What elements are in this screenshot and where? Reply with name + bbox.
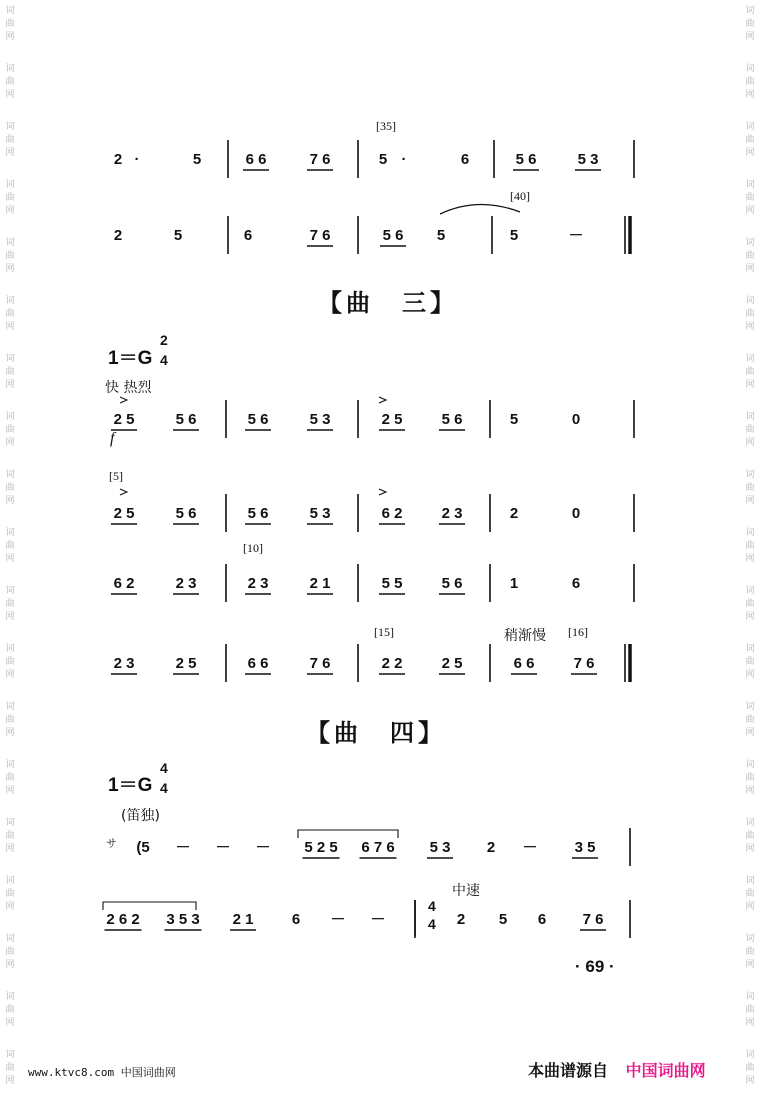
watermark-glyph: 词 bbox=[745, 1050, 755, 1060]
watermark-glyph: 曲 bbox=[745, 831, 755, 841]
note-group: 2 5 bbox=[441, 655, 463, 672]
watermark-glyph: 词 bbox=[745, 934, 755, 944]
watermark-glyph: 曲 bbox=[745, 599, 755, 609]
measure-number: [5] bbox=[109, 469, 123, 483]
watermark-glyph: 网 bbox=[745, 264, 755, 274]
note-group: 3 5 bbox=[574, 839, 596, 856]
note-group: 5 6 bbox=[175, 411, 197, 428]
note-group: 0 bbox=[571, 505, 581, 522]
phrase-bracket bbox=[298, 830, 398, 838]
watermark-glyph: 曲 bbox=[745, 425, 755, 435]
page-number: · 69 · bbox=[575, 957, 615, 976]
note-group: 2 3 bbox=[175, 575, 197, 592]
watermark-glyph: 词 bbox=[5, 934, 15, 944]
watermark-glyph: 词 bbox=[5, 64, 15, 74]
note-group: 5 5 bbox=[381, 575, 403, 592]
watermark-glyph: 网 bbox=[5, 670, 15, 680]
section-three-tempo-change: 稍渐慢 bbox=[504, 628, 546, 644]
note-group: (5 bbox=[136, 839, 150, 856]
watermark-glyph: 词 bbox=[5, 818, 15, 828]
watermark-glyph: 曲 bbox=[5, 193, 15, 203]
watermark-glyph: 词 bbox=[745, 876, 755, 886]
watermark-glyph: 网 bbox=[5, 960, 15, 970]
watermark-glyph: 曲 bbox=[5, 425, 15, 435]
section-three-time-top: 2 bbox=[160, 332, 168, 348]
watermark-glyph: 网 bbox=[5, 322, 15, 332]
footer-source bbox=[528, 1058, 706, 1081]
note-group: 5 bbox=[378, 151, 388, 168]
watermark-glyph: 网 bbox=[745, 380, 755, 390]
note-group: － bbox=[330, 911, 346, 928]
watermark-glyph: 词 bbox=[745, 122, 755, 132]
note-group: 5 6 bbox=[441, 575, 463, 592]
accent-mark bbox=[120, 489, 127, 495]
note-group: 7 6 bbox=[573, 655, 595, 672]
accent-mark bbox=[379, 397, 386, 403]
watermark-glyph: 曲 bbox=[5, 367, 15, 377]
watermark-glyph: 网 bbox=[5, 264, 15, 274]
note-group: 5 bbox=[173, 227, 183, 244]
accent-mark bbox=[379, 489, 386, 495]
watermark-glyph: 曲 bbox=[5, 1063, 15, 1073]
measure-number: [10] bbox=[243, 541, 263, 555]
watermark-glyph: 网 bbox=[5, 902, 15, 912]
note-group: 7 6 bbox=[309, 151, 331, 168]
watermark-glyph: 词 bbox=[5, 122, 15, 132]
watermark-glyph: 网 bbox=[745, 148, 755, 158]
watermark-glyph: 曲 bbox=[745, 367, 755, 377]
watermark-glyph: 曲 bbox=[5, 657, 15, 667]
note-group: 2 5 bbox=[113, 411, 135, 428]
watermark-glyph: 词 bbox=[5, 354, 15, 364]
note-group: 2 3 bbox=[247, 575, 269, 592]
note-group: 2 5 bbox=[175, 655, 197, 672]
note-group: 2 3 bbox=[441, 505, 463, 522]
watermark-glyph: 网 bbox=[745, 496, 755, 506]
note-group: 5 3 bbox=[577, 151, 599, 168]
watermark-glyph: 网 bbox=[5, 496, 15, 506]
note-group: 5 6 bbox=[175, 505, 197, 522]
accent-mark bbox=[120, 397, 127, 403]
note-group: 5 3 bbox=[309, 411, 331, 428]
note-group: － bbox=[568, 227, 584, 244]
phrase-bracket bbox=[103, 902, 196, 910]
watermark-glyph: 曲 bbox=[745, 19, 755, 29]
watermark-glyph: 网 bbox=[745, 902, 755, 912]
note-group: 5 bbox=[436, 227, 446, 244]
watermark-glyph: 网 bbox=[5, 612, 15, 622]
note-group: 5 bbox=[498, 911, 508, 928]
watermark-glyph: 词 bbox=[745, 296, 755, 306]
note-group: 5 3 bbox=[309, 505, 331, 522]
watermark-glyph: 词 bbox=[5, 296, 15, 306]
watermark-glyph: 词 bbox=[745, 586, 755, 596]
watermark-glyph: 网 bbox=[5, 554, 15, 564]
section-four-time-change-bottom: 4 bbox=[428, 916, 436, 932]
watermark-glyph: 曲 bbox=[5, 77, 15, 87]
watermark-glyph: 网 bbox=[745, 728, 755, 738]
watermark-glyph: 曲 bbox=[745, 193, 755, 203]
section-four-rubato: サ bbox=[106, 837, 117, 850]
watermark-glyph: 曲 bbox=[745, 889, 755, 899]
note-group: 2 bbox=[456, 911, 466, 928]
note-group: 6 6 bbox=[245, 151, 267, 168]
note-group: 2 1 bbox=[309, 575, 331, 592]
watermark-glyph: 曲 bbox=[5, 541, 15, 551]
watermark-glyph: 网 bbox=[745, 612, 755, 622]
watermark-glyph: 网 bbox=[5, 1018, 15, 1028]
watermark-glyph: 网 bbox=[745, 322, 755, 332]
watermark-glyph: 网 bbox=[5, 1076, 15, 1086]
watermark-glyph: 曲 bbox=[5, 19, 15, 29]
watermark-glyph: 曲 bbox=[745, 77, 755, 87]
note-group: 2 5 bbox=[381, 411, 403, 428]
note-group: 2 bbox=[113, 151, 123, 168]
section-four-key: 1＝G bbox=[108, 775, 153, 796]
watermark-glyph: 词 bbox=[745, 818, 755, 828]
watermark-glyph: 曲 bbox=[5, 831, 15, 841]
slur bbox=[440, 204, 520, 214]
watermark-glyph: 词 bbox=[745, 760, 755, 770]
note-group: 5 bbox=[509, 227, 519, 244]
watermark-glyph: 曲 bbox=[5, 1005, 15, 1015]
watermark-glyph: 词 bbox=[5, 180, 15, 190]
section-three-tempo: 快 热烈 bbox=[105, 380, 152, 396]
watermark-glyph: 网 bbox=[745, 844, 755, 854]
section-four-instrument: (笛独) bbox=[121, 808, 160, 824]
watermark-glyph: 网 bbox=[5, 438, 15, 448]
watermark-glyph: 网 bbox=[745, 786, 755, 796]
watermark-glyph: 网 bbox=[5, 786, 15, 796]
watermark-glyph: 曲 bbox=[745, 1005, 755, 1015]
watermark-glyph: 词 bbox=[745, 470, 755, 480]
watermark-glyph: 网 bbox=[5, 148, 15, 158]
watermark-glyph: 曲 bbox=[5, 135, 15, 145]
watermark-glyph: 曲 bbox=[5, 715, 15, 725]
note-group: 3 5 3 bbox=[166, 911, 200, 928]
watermark-glyph: 曲 bbox=[5, 599, 15, 609]
footer-brand-link[interactable]: 中国词曲网 bbox=[625, 1061, 706, 1080]
section-three-time-bottom: 4 bbox=[160, 352, 168, 368]
watermark-glyph: 曲 bbox=[745, 483, 755, 493]
watermark-glyph: 曲 bbox=[5, 251, 15, 261]
watermark-glyph: 词 bbox=[5, 702, 15, 712]
note-group: 5 6 bbox=[441, 411, 463, 428]
note-group: · bbox=[134, 151, 140, 168]
note-group: 7 6 bbox=[582, 911, 604, 928]
note-group: 6 2 bbox=[113, 575, 135, 592]
watermark-glyph: 网 bbox=[745, 1018, 755, 1028]
watermark-glyph: 词 bbox=[5, 238, 15, 248]
note-group: 2 6 2 bbox=[106, 911, 140, 928]
section-three-key: 1＝G bbox=[108, 348, 153, 369]
watermark-glyph: 网 bbox=[745, 960, 755, 970]
watermark-glyph: 网 bbox=[745, 90, 755, 100]
watermark-glyph: 词 bbox=[5, 6, 15, 16]
section-three-title: 【曲 三】 bbox=[318, 289, 458, 317]
watermark-glyph: 网 bbox=[5, 380, 15, 390]
watermark-glyph: 网 bbox=[745, 438, 755, 448]
note-group: 2 bbox=[113, 227, 123, 244]
watermark-glyph: 词 bbox=[5, 586, 15, 596]
watermark-glyph: 词 bbox=[745, 6, 755, 16]
watermark-glyph: 网 bbox=[745, 32, 755, 42]
watermark-glyph: 网 bbox=[5, 32, 15, 42]
note-group: 5 6 bbox=[382, 227, 404, 244]
note-group: － bbox=[522, 839, 538, 856]
section-four-time-bottom: 4 bbox=[160, 780, 168, 796]
watermark-glyph: 网 bbox=[745, 1076, 755, 1086]
measure-number: [15] bbox=[374, 625, 394, 639]
note-group: － bbox=[255, 839, 271, 856]
note-group: － bbox=[370, 911, 386, 928]
note-group: 5 bbox=[192, 151, 202, 168]
watermark-glyph: 词 bbox=[5, 644, 15, 654]
watermark-glyph: 曲 bbox=[745, 1063, 755, 1073]
note-group: 5 6 bbox=[247, 505, 269, 522]
note-group: 1 bbox=[509, 575, 519, 592]
watermark-glyph: 曲 bbox=[745, 541, 755, 551]
watermark-glyph: 词 bbox=[5, 876, 15, 886]
note-group: 5 6 bbox=[515, 151, 537, 168]
note-group: 6 bbox=[243, 227, 253, 244]
watermark-glyph: 网 bbox=[745, 670, 755, 680]
watermark-glyph: 词 bbox=[745, 238, 755, 248]
watermark-glyph: 词 bbox=[5, 528, 15, 538]
watermark-glyph: 曲 bbox=[745, 947, 755, 957]
note-group: 6 bbox=[537, 911, 547, 928]
note-group: 6 bbox=[291, 911, 301, 928]
footer-site: www.ktvc8.com 中国词曲网 bbox=[28, 1066, 176, 1079]
note-group: － bbox=[215, 839, 231, 856]
note-group: 7 6 bbox=[309, 655, 331, 672]
note-group: 2 bbox=[509, 505, 519, 522]
watermark-glyph: 网 bbox=[745, 554, 755, 564]
watermark-glyph: 曲 bbox=[5, 947, 15, 957]
watermark-glyph: 词 bbox=[745, 702, 755, 712]
watermark-glyph: 曲 bbox=[5, 773, 15, 783]
note-group: · bbox=[401, 151, 407, 168]
watermark-glyph: 曲 bbox=[5, 309, 15, 319]
watermark-glyph: 词 bbox=[745, 354, 755, 364]
watermark-glyph: 网 bbox=[745, 206, 755, 216]
watermark-glyph: 曲 bbox=[745, 251, 755, 261]
section-four-title: 【曲 四】 bbox=[306, 719, 446, 747]
note-group: 7 6 bbox=[309, 227, 331, 244]
watermark-glyph: 曲 bbox=[745, 309, 755, 319]
note-group: 2 5 bbox=[113, 505, 135, 522]
section-four-tempo-change: 中速 bbox=[452, 883, 480, 899]
watermark-glyph: 词 bbox=[5, 1050, 15, 1060]
watermark-glyph: 词 bbox=[745, 992, 755, 1002]
watermark-glyph: 词 bbox=[5, 992, 15, 1002]
measure-number: [40] bbox=[510, 189, 530, 203]
note-group: － bbox=[175, 839, 191, 856]
note-group: 0 bbox=[571, 411, 581, 428]
watermark-glyph: 网 bbox=[5, 90, 15, 100]
watermark-glyph: 网 bbox=[5, 206, 15, 216]
watermark-glyph: 词 bbox=[745, 528, 755, 538]
measure-number: [16] bbox=[568, 625, 588, 639]
watermark-glyph: 曲 bbox=[5, 483, 15, 493]
note-group: 6 bbox=[460, 151, 470, 168]
watermark-glyph: 词 bbox=[745, 644, 755, 654]
watermark-glyph: 曲 bbox=[745, 773, 755, 783]
note-group: 2 1 bbox=[232, 911, 254, 928]
watermark-glyph: 词 bbox=[745, 64, 755, 74]
note-group: 6 2 bbox=[381, 505, 403, 522]
section-three-dynamic: f bbox=[110, 430, 115, 447]
watermark-glyph: 词 bbox=[5, 412, 15, 422]
watermark-glyph: 曲 bbox=[745, 657, 755, 667]
note-group: 5 bbox=[509, 411, 519, 428]
note-group: 5 3 bbox=[429, 839, 451, 856]
watermark-glyph: 曲 bbox=[745, 715, 755, 725]
note-group: 2 3 bbox=[113, 655, 135, 672]
note-group: 2 2 bbox=[381, 655, 403, 672]
note-group: 6 6 bbox=[247, 655, 269, 672]
measure-number: [35] bbox=[376, 119, 396, 133]
watermark-glyph: 词 bbox=[5, 760, 15, 770]
note-group: 2 bbox=[486, 839, 496, 856]
watermark-glyph: 网 bbox=[5, 844, 15, 854]
watermark-glyph: 曲 bbox=[5, 889, 15, 899]
watermark-glyph: 词 bbox=[745, 412, 755, 422]
note-group: 6 7 6 bbox=[361, 839, 395, 856]
note-group: 6 bbox=[571, 575, 581, 592]
section-four-time-change-top: 4 bbox=[428, 898, 436, 914]
watermark-glyph: 词 bbox=[745, 180, 755, 190]
watermark-glyph: 词 bbox=[5, 470, 15, 480]
watermark-glyph: 曲 bbox=[745, 135, 755, 145]
note-group: 5 6 bbox=[247, 411, 269, 428]
footer-source-prefix: 本曲谱源自 bbox=[528, 1061, 609, 1080]
section-four-time-top: 4 bbox=[160, 760, 168, 776]
note-group: 5 2 5 bbox=[304, 839, 338, 856]
watermark-glyph: 网 bbox=[5, 728, 15, 738]
note-group: 6 6 bbox=[513, 655, 535, 672]
